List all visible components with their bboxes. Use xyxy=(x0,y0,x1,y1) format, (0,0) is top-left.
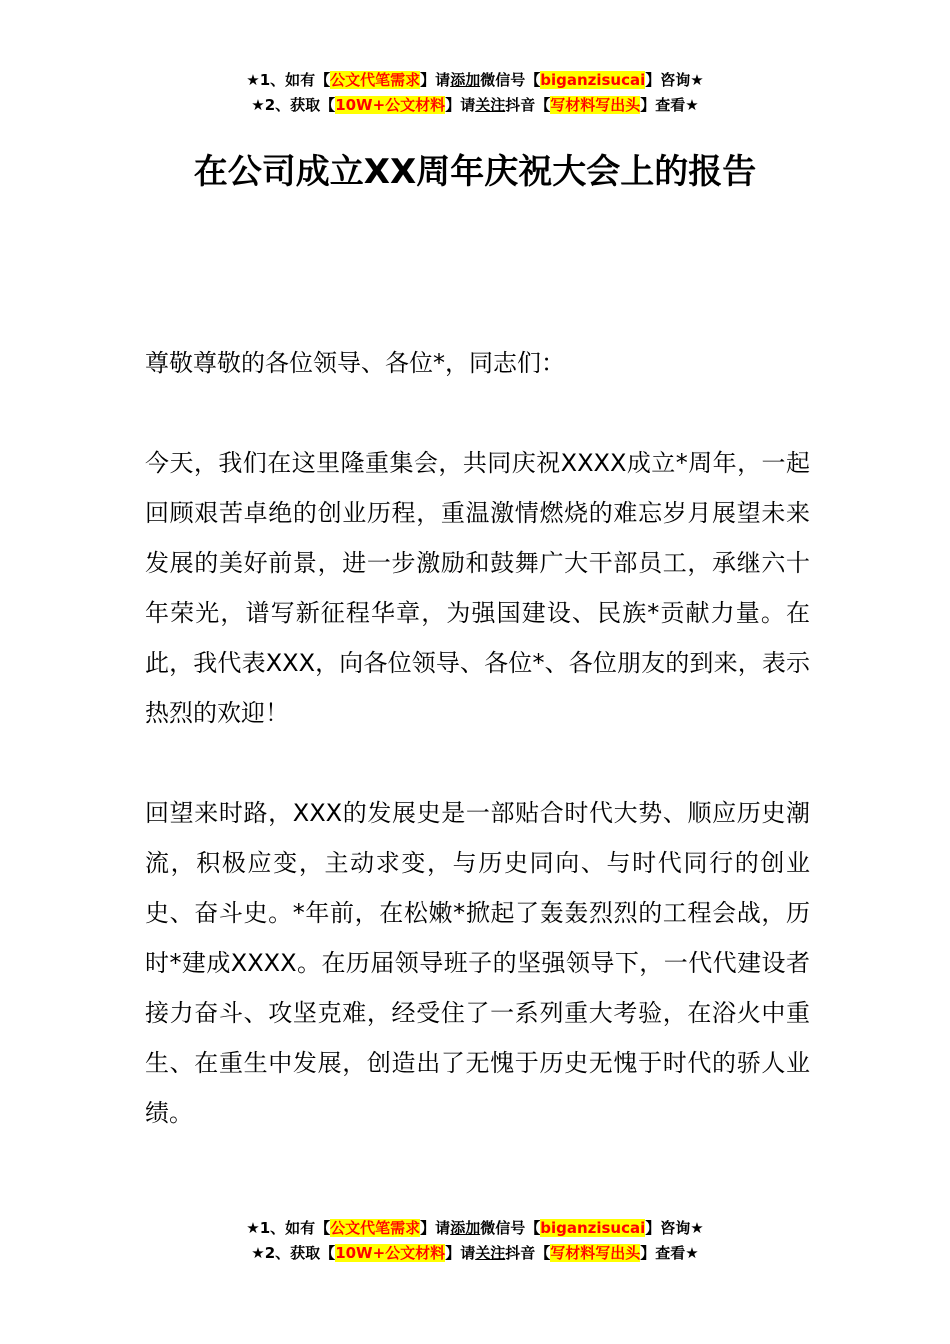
salutation: 尊敬尊敬的各位领导、各位*，同志们： xyxy=(145,349,565,377)
banner-line-2: ★2、获取【10W+公文材料】请关注抖音【写材料写出头】查看★ xyxy=(251,96,699,114)
document-title: 在公司成立XX周年庆祝大会上的报告 xyxy=(193,152,757,192)
highlight-wechat-id: biganzisucai xyxy=(540,1219,646,1237)
highlight-materials: 10W+公文材料 xyxy=(335,1244,446,1262)
banner-line-1: ★1、如有【公文代笔需求】请添加微信号【biganzisucai】咨询★ xyxy=(246,71,704,89)
highlight-douyin-account: 写材料写出头 xyxy=(550,96,641,114)
paragraph-1: 今天，我们在这里隆重集会，共同庆祝XXXX成立*周年，一起回顾艰苦卓绝的创业历程，重温激情燃烧的难忘岁月展望未来发展的美好前景，进一步激励和鼓舞广大干部员工，承继六十年荣光，谱写新征程华章，为强国建设、民族*贡献力量。在此，我代表XXX，向各位领导、各位*、各位朋友的到来，表示热烈的欢迎！ xyxy=(145,449,810,727)
banner-line-2: ★2、获取【10W+公文材料】请关注抖音【写材料写出头】查看★ xyxy=(251,1244,699,1262)
highlight-wechat-id: biganzisucai xyxy=(540,71,646,89)
footer-banner xyxy=(0,1216,950,1266)
header-banner xyxy=(0,68,950,118)
highlight-service: 公文代笔需求 xyxy=(330,71,421,89)
document-body xyxy=(145,338,810,1188)
highlight-douyin-account: 写材料写出头 xyxy=(550,1244,641,1262)
paragraph-2: 回望来时路，XXX的发展史是一部贴合时代大势、顺应历史潮流，积极应变，主动求变，与历史同向、与时代同行的创业史、奋斗史。*年前，在松嫩*掀起了轰轰烈烈的工程会战，历时*建成XXXX。在历届领导班子的坚强领导下，一代代建设者接力奋斗、攻坚克难，经受住了一系列重大考验，在浴火中重生、在重生中发展，创造出了无愧于历史无愧于时代的骄人业绩。 xyxy=(145,799,810,1127)
banner-line-1: ★1、如有【公文代笔需求】请添加微信号【biganzisucai】咨询★ xyxy=(246,1219,704,1237)
highlight-service: 公文代笔需求 xyxy=(330,1219,421,1237)
highlight-materials: 10W+公文材料 xyxy=(335,96,446,114)
